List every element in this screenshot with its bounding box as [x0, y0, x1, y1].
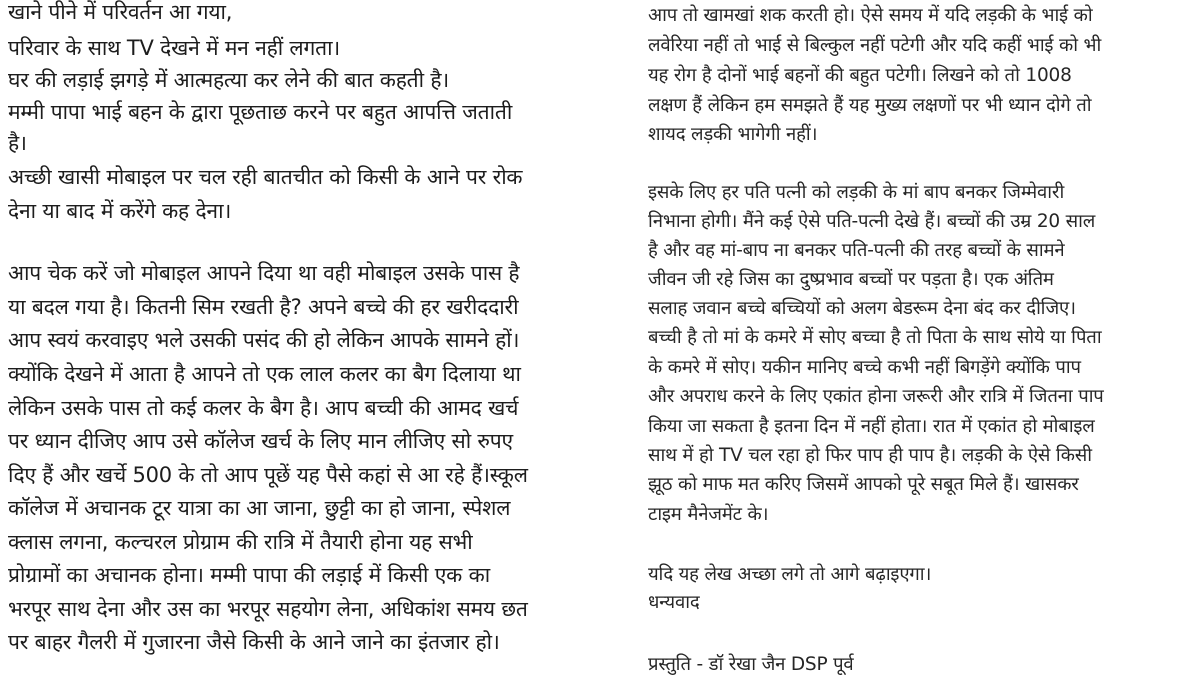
- article-line: बच्ची है तो मां के कमरे में सोए बच्चा है तो पिता के साथ सोये या पिता: [648, 327, 1102, 348]
- article-line: झूठ को माफ मत करिए जिसमें आपको पूरे सबूत मिले हैं। खासकर: [648, 474, 1079, 495]
- article-line: जीवन जी रहे जिस का दुष्प्रभाव बच्चों पर पड़ता है। एक अंतिम: [648, 269, 1054, 290]
- article-line: या बदल गया है। कितनी सिम रखती है? अपने बच्चे की हर खरीददारी: [8, 295, 519, 319]
- article-line: धन्यवाद: [648, 592, 700, 613]
- article-line: आप चेक करें जो मोबाइल आपने दिया था वही मोबाइल उसके पास है: [8, 261, 520, 285]
- article-line: टाइम मैनेजमेंट के।: [648, 504, 769, 525]
- article-line: प्रोग्रामों का अचानक होना। मम्मी पापा की लड़ाई में किसी एक का: [8, 563, 490, 587]
- article-line: आप स्वयं करवाइए भले उसकी पसंद की हो लेकिन आपके सामने हों।: [8, 328, 520, 352]
- article-left-column: [8, 0, 640, 675]
- article-line: क्लास लगना, कल्चरल प्रोग्राम की रात्रि में तैयारी होना यह सभी: [8, 530, 473, 554]
- article-right-column: [648, 0, 1200, 675]
- article-line: है और वह मां-बाप ना बनकर पति-पत्नी की तरह बच्चों के सामने: [648, 240, 1065, 261]
- article-line: अच्छी खासी मोबाइल पर चल रही बातचीत को किसी के आने पर रोक: [8, 165, 523, 189]
- article-line: लेकिन उसके पास तो कई कलर के बैग है। आप बच्ची की आमद खर्च: [8, 396, 519, 420]
- article-line: यह रोग है दोनों भाई बहनों की बहुत पटेगी। लिखने को तो 1008: [648, 65, 1072, 86]
- article-line: दिए हैं और खर्चे 500 के तो आप पूछें यह पैसे कहां से आ रहे हैं।स्कूल: [8, 463, 528, 487]
- article-line: और अपराध करने के लिए एकांत होना जरूरी और रात्रि में जितना पाप: [648, 386, 1104, 407]
- article-line: देना या बाद में करेंगे कह देना।: [8, 199, 232, 223]
- article-line: कॉलेज में अचानक टूर यात्रा का आ जाना, छुट्टी का हो जाना, स्पेशल: [8, 496, 511, 520]
- article-line: परिवार के साथ TV देखने में मन नहीं लगता।: [8, 36, 341, 60]
- article-line: सलाह जवान बच्चे बच्चियों को अलग बेडरूम देना बंद कर दीजिए।: [648, 298, 1076, 319]
- article-line: है।: [8, 131, 27, 155]
- article-line: इसके लिए हर पति पत्नी को लड़की के मां बाप बनकर जिम्मेवारी: [648, 182, 1065, 203]
- article-line: यदि यह लेख अच्छा लगे तो आगे बढ़ाइएगा।: [648, 564, 932, 585]
- article-line: लक्षण हैं लेकिन हम समझते हैं यह मुख्य लक्षणों पर भी ध्यान दोगे तो: [648, 95, 1092, 116]
- article-line: क्योंकि देखने में आता है आपने तो एक लाल कलर का बैग दिलाया था: [8, 362, 521, 386]
- article-line: आप तो खामखां शक करती हो। ऐसे समय में यदि लड़की के भाई को: [648, 5, 1093, 26]
- article-line: घर की लड़ाई झगड़े में आत्महत्या कर लेने की बात कहती है।: [8, 68, 450, 92]
- article-line: साथ में हो TV चल रहा हो फिर पाप ही पाप है। लड़की के ऐसे किसी: [648, 445, 1092, 466]
- article-line: निभाना होगी। मैंने कई ऐसे पति-पत्नी देखे हैं। बच्चों की उम्र 20 साल: [648, 211, 1096, 232]
- article-line: मम्मी पापा भाई बहन के द्वारा पूछताछ करने पर बहुत आपत्ति जताती: [8, 100, 513, 124]
- article-line: लवेरिया नहीं तो भाई से बिल्कुल नहीं पटेगी और यदि कहीं भाई को भी: [648, 35, 1102, 56]
- article-line: पर ध्यान दीजिए आप उसे कॉलेज खर्च के लिए मान लीजिए सो रुपए: [8, 429, 513, 453]
- article-line: के कमरे में सोए। यकीन मानिए बच्चे कभी नहीं बिगड़ेंगे क्योंकि पाप: [648, 357, 1081, 378]
- article-line: शायद लड़की भागेगी नहीं।: [648, 124, 818, 145]
- article-line: किया जा सकता है इतना दिन में नहीं होता। रात में एकांत हो मोबाइल: [648, 416, 1095, 437]
- article-line: पर बाहर गैलरी में गुजारना जैसे किसी के आने जाने का इंतजार हो।: [8, 630, 500, 654]
- article-line: भरपूर साथ देना और उस का भरपूर सहयोग लेना, अधिकांश समय छत: [8, 597, 528, 621]
- article-line: खाने पीने में परिवर्तन आ गया,: [8, 0, 233, 24]
- article-line: प्रस्तुति - डॉ रेखा जैन DSP पूर्व: [648, 654, 854, 675]
